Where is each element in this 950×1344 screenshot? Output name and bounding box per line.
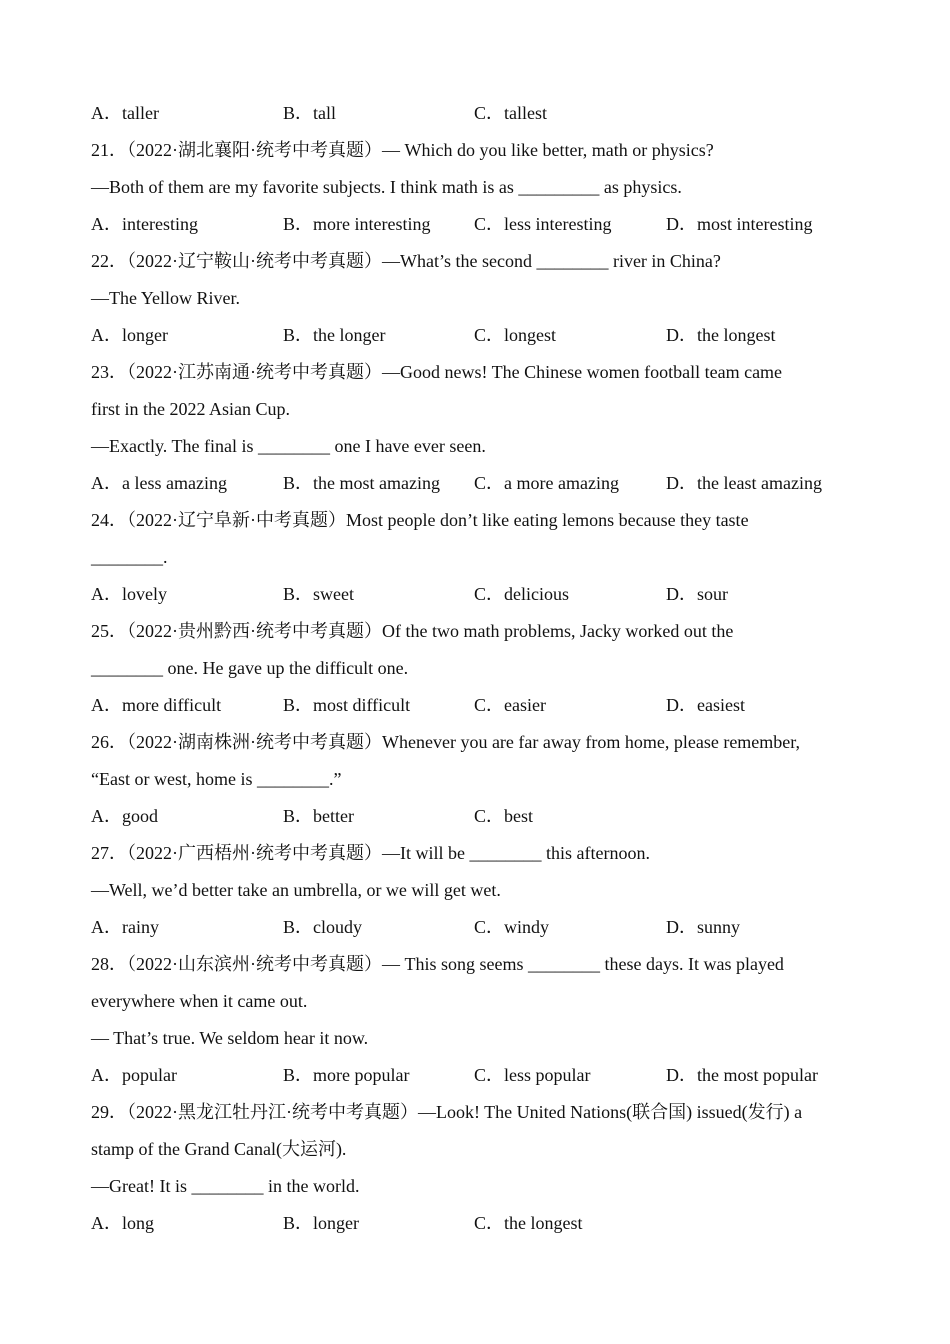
option-d: D．most interesting (666, 214, 813, 234)
options-row (91, 803, 871, 840)
option-a: A．more difficult (91, 695, 222, 715)
option-b: B．sweet (283, 584, 354, 604)
lead-options-row (91, 100, 871, 137)
option-b: B．better (283, 806, 354, 826)
options-row (91, 1210, 871, 1247)
options-row (91, 914, 871, 951)
option-a: A．interesting (91, 214, 198, 234)
option-a: A．taller (91, 103, 159, 123)
options-row (91, 470, 871, 507)
question-line: — That’s true. We seldom hear it now. (91, 1028, 369, 1048)
question-line: —Both of them are my favorite subjects. I think math is as _________ as physics. (91, 177, 682, 197)
option-a: A．good (91, 806, 158, 826)
option-b: B．more popular (283, 1065, 410, 1085)
option-d: D．sour (666, 584, 728, 604)
option-d: D．the least amazing (666, 473, 822, 493)
option-d: D．the longest (666, 325, 776, 345)
option-c: C．tallest (474, 103, 547, 123)
option-a: A．lovely (91, 584, 167, 604)
question-stem: 23．（2022·江苏南通·统考中考真题）—Good news! The Chinese women football team came (91, 362, 783, 382)
option-c: C．less interesting (474, 214, 612, 234)
option-a: A．a less amazing (91, 473, 227, 493)
option-a: A．longer (91, 325, 168, 345)
option-b: B．the most amazing (283, 473, 440, 493)
options-row (91, 581, 871, 618)
options-row (91, 692, 871, 729)
options-row (91, 322, 871, 359)
option-b: B．more interesting (283, 214, 431, 234)
option-d: D．easiest (666, 695, 745, 715)
question-stem: 26．（2022·湖南株洲·统考中考真题）Whenever you are far away from home, please remember, (91, 732, 801, 752)
question-stem: 24．（2022·辽宁阜新·中考真题）Most people don’t like eating lemons because they taste (91, 510, 749, 530)
question-line: everywhere when it came out. (91, 991, 308, 1011)
option-c: C．delicious (474, 584, 569, 604)
question-list (91, 100, 871, 1247)
option-c: C．the longest (474, 1213, 583, 1233)
option-a: A．rainy (91, 917, 159, 937)
option-b: B．most difficult (283, 695, 411, 715)
options-row (91, 1062, 871, 1099)
option-c: C．less popular (474, 1065, 591, 1085)
question-stem: 28．（2022·山东滨州·统考中考真题）— This song seems ________ these days. It was played (91, 954, 784, 974)
option-b: B．cloudy (283, 917, 362, 937)
question-stem: 27．（2022·广西梧州·统考中考真题）—It will be ________ this afternoon. (91, 843, 650, 863)
option-b: B．the longer (283, 325, 386, 345)
question-line: ________ one. He gave up the difficult one. (91, 658, 409, 678)
option-d: D．sunny (666, 917, 741, 937)
option-c: C．a more amazing (474, 473, 619, 493)
option-b: B．longer (283, 1213, 359, 1233)
question-line: first in the 2022 Asian Cup. (91, 399, 290, 419)
question-line: —Exactly. The final is ________ one I have ever seen. (91, 436, 486, 456)
question-line: stamp of the Grand Canal(大运河). (91, 1139, 347, 1159)
question-line: —The Yellow River. (91, 288, 241, 308)
option-c: C．easier (474, 695, 546, 715)
option-c: C．best (474, 806, 534, 826)
question-line: —Great! It is ________ in the world. (91, 1176, 360, 1196)
option-d: D．the most popular (666, 1065, 818, 1085)
question-line: —Well, we’d better take an umbrella, or we will get wet. (91, 880, 501, 900)
question-stem: 29．（2022·黑龙江牡丹江·统考中考真题）—Look! The United Nations(联合国) issued(发行) a (91, 1102, 803, 1122)
question-line: ________. (91, 547, 168, 567)
option-a: A．popular (91, 1065, 177, 1085)
option-a: A．long (91, 1213, 154, 1233)
option-c: C．windy (474, 917, 550, 937)
question-stem: 25．（2022·贵州黔西·统考中考真题）Of the two math problems, Jacky worked out the (91, 621, 734, 641)
question-stem: 21．（2022·湖北襄阳·统考中考真题）— Which do you like better, math or physics? (91, 140, 714, 160)
options-row (91, 211, 871, 248)
question-stem: 22．（2022·辽宁鞍山·统考中考真题）—What’s the second ________ river in China? (91, 251, 721, 271)
question-line: “East or west, home is ________.” (91, 769, 342, 789)
option-c: C．longest (474, 325, 557, 345)
option-b: B．tall (283, 103, 336, 123)
